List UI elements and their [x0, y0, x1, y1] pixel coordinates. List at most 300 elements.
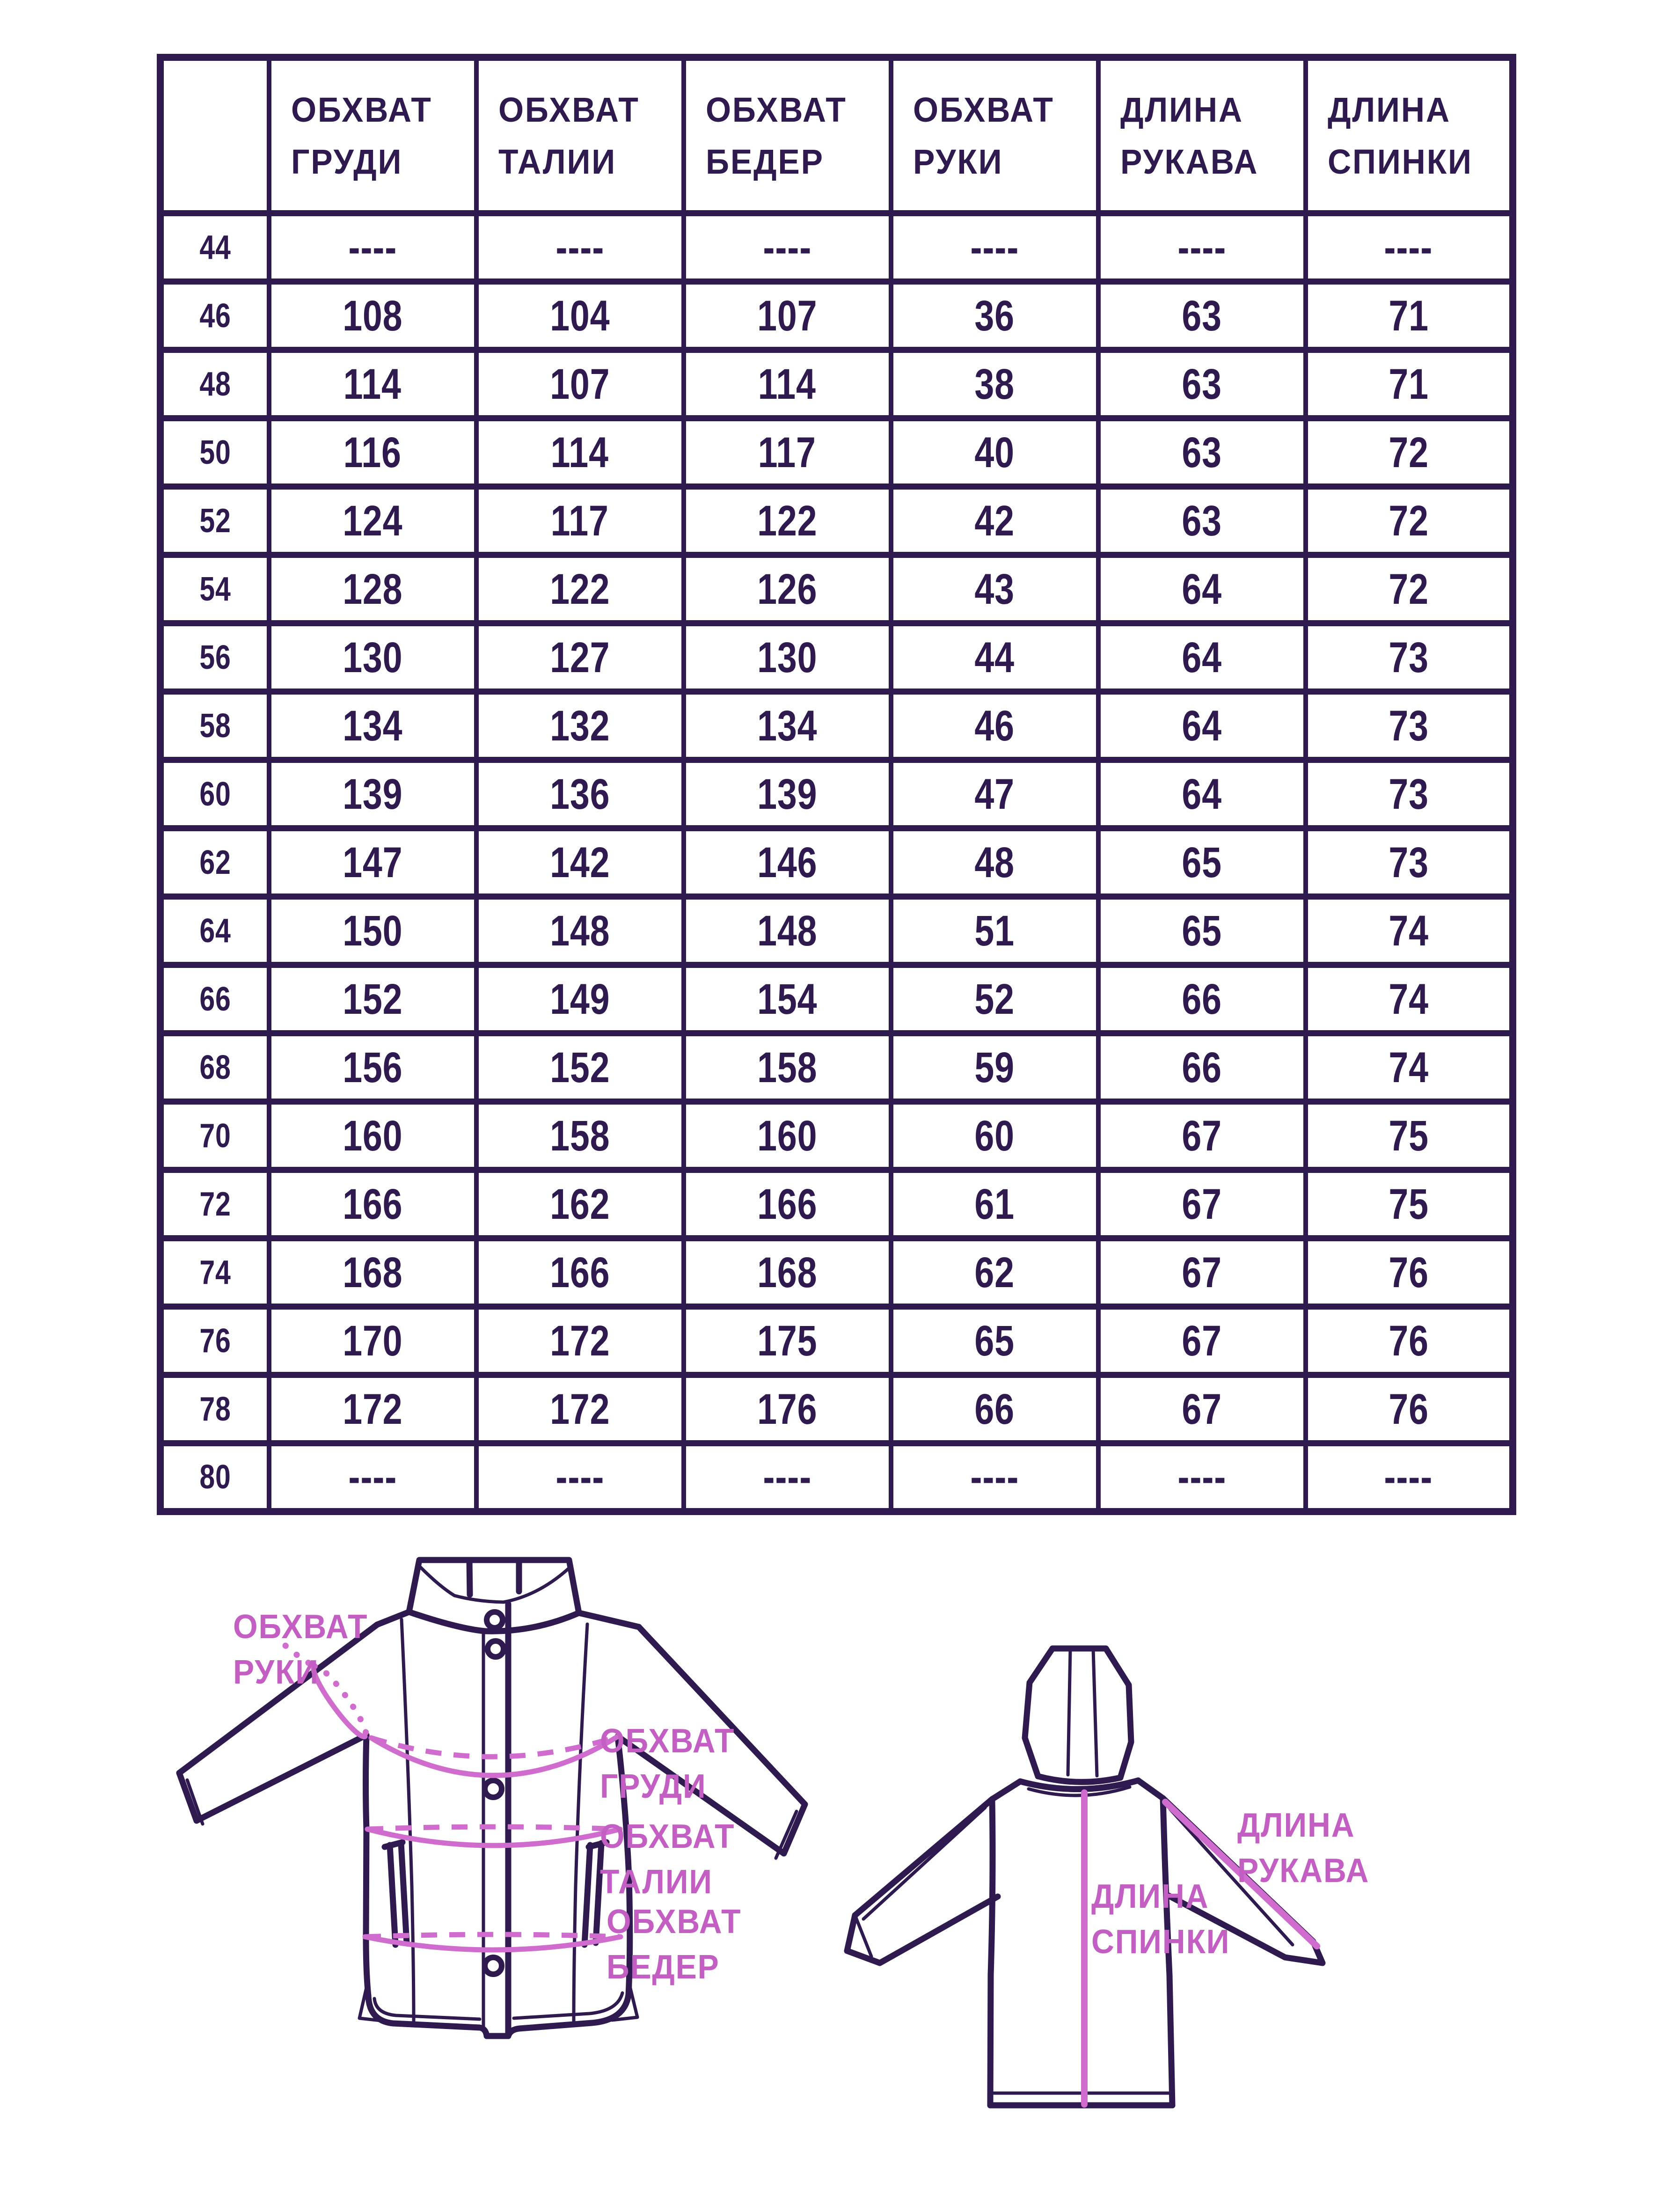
table-cell: [476, 1238, 684, 1307]
table-cell: [1098, 350, 1306, 418]
table-cell: [476, 555, 684, 623]
corner-cell: [161, 58, 269, 213]
table-cell: [476, 1443, 684, 1512]
row-size-label: [161, 1443, 269, 1512]
table-cell: [1306, 555, 1513, 623]
row-size-label: [161, 828, 269, 897]
table-cell: [476, 1033, 684, 1102]
cell-value: 168: [342, 1248, 403, 1296]
col-header-chest: [269, 58, 476, 213]
table-cell: [476, 1375, 684, 1443]
table-cell: [1306, 623, 1513, 692]
cell-value: 139: [757, 770, 818, 818]
row-size-label: [161, 692, 269, 760]
cell-value: 74: [1388, 907, 1429, 955]
cell-value: 170: [342, 1317, 403, 1365]
cell-value: 51: [974, 907, 1015, 955]
table-cell: [269, 555, 476, 623]
cell-value: 158: [757, 1043, 818, 1091]
collar-seams: [469, 1560, 519, 1595]
table-cell: [1098, 897, 1306, 965]
table-cell: [891, 965, 1098, 1033]
row-size-label: [161, 1102, 269, 1170]
cell-value: 172: [549, 1385, 610, 1433]
table-cell: [1306, 487, 1513, 555]
cell-value: 76: [1388, 1248, 1429, 1296]
cell-value: 126: [757, 565, 818, 613]
table-cell: [684, 1033, 891, 1102]
size-value: 54: [199, 570, 231, 608]
size-value: 74: [199, 1253, 231, 1291]
table-cell: [891, 418, 1098, 487]
table-cell: [1098, 1443, 1306, 1512]
table-cell: [1098, 1102, 1306, 1170]
size-value: 76: [199, 1322, 231, 1360]
col-header-line: РУКИ: [913, 142, 1003, 181]
cell-value: 67: [1182, 1180, 1222, 1228]
back-back-length-label: [1091, 1874, 1230, 1965]
cell-value: 65: [974, 1317, 1015, 1365]
cell-value: 62: [974, 1248, 1015, 1296]
table-cell: [891, 623, 1098, 692]
body-left-edge: [990, 1799, 993, 2105]
table-cell: [476, 623, 684, 692]
left-sleeve: [847, 1799, 998, 1963]
cell-value: 176: [757, 1385, 818, 1433]
cell-value: 146: [757, 838, 818, 886]
col-header-waist: [476, 58, 684, 213]
cell-value: 139: [342, 770, 403, 818]
table-row: [161, 1375, 1513, 1443]
cell-value: 142: [549, 838, 610, 886]
front-chest-label: [600, 1719, 735, 1809]
label-line: ДЛИНА: [1237, 1807, 1355, 1844]
cell-value: 108: [342, 292, 403, 340]
label-line: ДЛИНА: [1091, 1878, 1209, 1915]
header-row: [161, 58, 1513, 213]
table-cell: [269, 1443, 476, 1512]
cell-value: ----: [555, 1453, 604, 1501]
table-cell: [684, 623, 891, 692]
cell-value: 116: [343, 428, 402, 476]
table-cell: [1098, 555, 1306, 623]
cell-value: 61: [974, 1180, 1015, 1228]
table-cell: [1098, 418, 1306, 487]
cell-value: 72: [1388, 565, 1429, 613]
table-cell: [891, 487, 1098, 555]
table-row: [161, 418, 1513, 487]
table-cell: [1306, 1375, 1513, 1443]
table-cell: [1306, 692, 1513, 760]
cell-value: 172: [549, 1317, 610, 1365]
cell-value: 64: [1182, 702, 1222, 750]
table-cell: [269, 418, 476, 487]
table-cell: [269, 897, 476, 965]
size-value: 60: [199, 775, 231, 813]
col-header-line: СПИНКИ: [1327, 142, 1473, 181]
table-cell: [891, 692, 1098, 760]
cell-value: ----: [763, 223, 811, 271]
label-line: СПИНКИ: [1091, 1923, 1230, 1961]
size-value: 56: [199, 638, 231, 676]
row-size-label: [161, 350, 269, 418]
collar-outline: [409, 1560, 579, 1613]
table-cell: [1306, 965, 1513, 1033]
size-value: 72: [199, 1185, 231, 1223]
size-value: 48: [199, 365, 231, 403]
cell-value: 47: [974, 770, 1015, 818]
size-value: 50: [199, 433, 231, 471]
cell-value: 117: [758, 428, 817, 476]
table-row: [161, 692, 1513, 760]
table-cell: [1098, 487, 1306, 555]
cell-value: 48: [974, 838, 1015, 886]
table-cell: [891, 1170, 1098, 1238]
table-cell: [684, 1170, 891, 1238]
cell-value: 71: [1388, 292, 1429, 340]
table-cell: [269, 623, 476, 692]
button: [488, 1641, 504, 1657]
table-cell: [684, 760, 891, 828]
label-line: ГРУДИ: [600, 1768, 707, 1806]
cell-value: 64: [1182, 565, 1222, 613]
table-cell: [891, 213, 1098, 282]
cell-value: 60: [974, 1112, 1015, 1160]
cell-value: 114: [550, 428, 609, 476]
cell-value: 67: [1182, 1317, 1222, 1365]
cell-value: 134: [757, 702, 818, 750]
cell-value: ----: [1177, 223, 1226, 271]
table-row: [161, 623, 1513, 692]
back-sleeve-length-label: [1237, 1803, 1369, 1894]
table-cell: [476, 897, 684, 965]
table-cell: [1098, 623, 1306, 692]
cell-value: 114: [758, 360, 817, 408]
row-size-label: [161, 1170, 269, 1238]
cell-value: 72: [1388, 497, 1429, 545]
label-line: РУКАВА: [1237, 1852, 1370, 1890]
waist-line-dashed: [367, 1827, 620, 1829]
cell-value: 59: [974, 1043, 1015, 1091]
col-header-line: ОБХВАТ: [498, 90, 640, 129]
size-table: [157, 54, 1516, 1515]
table-cell: [269, 692, 476, 760]
size-value: 62: [199, 843, 231, 881]
table-cell: [1306, 828, 1513, 897]
label-line: РУКИ: [233, 1654, 319, 1692]
table-cell: [1306, 1170, 1513, 1238]
cell-value: ----: [1384, 1453, 1433, 1501]
cell-value: 107: [757, 292, 818, 340]
table-cell: [269, 282, 476, 350]
collar-fold-line: [420, 1567, 568, 1602]
table-cell: [1306, 897, 1513, 965]
table-row: [161, 350, 1513, 418]
cell-value: ----: [763, 1453, 811, 1501]
col-header-hips: [684, 58, 891, 213]
cell-value: 74: [1388, 1043, 1429, 1091]
body-left-edge: [366, 1735, 369, 1996]
table-cell: [891, 1307, 1098, 1375]
cell-value: 73: [1388, 633, 1429, 681]
cell-value: ----: [348, 223, 397, 271]
row-size-label: [161, 213, 269, 282]
table-cell: [1306, 418, 1513, 487]
table-row: [161, 760, 1513, 828]
table-cell: [269, 1102, 476, 1170]
col-header-line: ДЛИНА: [1327, 90, 1451, 129]
cell-value: 148: [757, 907, 818, 955]
table-cell: [891, 828, 1098, 897]
left-sleeve-seams: [855, 1808, 985, 1956]
table-cell: [684, 1307, 891, 1375]
table-cell: [1098, 1033, 1306, 1102]
col-header-line: ОБХВАТ: [913, 90, 1054, 129]
table-row: [161, 828, 1513, 897]
table-row: [161, 487, 1513, 555]
label-line: БЕДЕР: [607, 1948, 720, 1986]
cell-value: 122: [757, 497, 818, 545]
cell-value: 134: [342, 702, 403, 750]
table-cell: [269, 1238, 476, 1307]
cell-value: 66: [974, 1385, 1015, 1433]
table-cell: [476, 1307, 684, 1375]
table-cell: [476, 487, 684, 555]
cell-value: ----: [1177, 1453, 1226, 1501]
table-row: [161, 1443, 1513, 1512]
table-cell: [684, 213, 891, 282]
cell-value: 130: [757, 633, 818, 681]
front-waist-label: [600, 1814, 735, 1905]
cell-value: 73: [1388, 702, 1429, 750]
size-value: 64: [199, 912, 231, 950]
size-table-body: [161, 213, 1513, 1512]
cell-value: 166: [342, 1180, 403, 1228]
size-value: 80: [199, 1458, 231, 1496]
right-princess-seam: [574, 1624, 587, 2021]
cell-value: 63: [1182, 428, 1222, 476]
cell-value: 130: [342, 633, 403, 681]
row-size-label: [161, 418, 269, 487]
table-cell: [1306, 282, 1513, 350]
table-cell: [891, 1102, 1098, 1170]
cell-value: 148: [549, 907, 610, 955]
table-cell: [476, 418, 684, 487]
size-table-header: [161, 58, 1513, 213]
size-value: 68: [199, 1048, 231, 1086]
size-value: 70: [199, 1117, 231, 1155]
cell-value: 149: [549, 975, 610, 1023]
table-cell: [476, 965, 684, 1033]
col-header-line: ОБХВАТ: [705, 90, 847, 129]
cell-value: 74: [1388, 975, 1429, 1023]
cell-value: 132: [549, 702, 610, 750]
cell-value: 67: [1182, 1248, 1222, 1296]
cell-value: 152: [342, 975, 403, 1023]
cell-value: 136: [549, 770, 610, 818]
size-value: 66: [199, 980, 231, 1018]
table-row: [161, 1033, 1513, 1102]
table-cell: [1098, 1375, 1306, 1443]
cell-value: 63: [1182, 360, 1222, 408]
table-cell: [476, 1102, 684, 1170]
cell-value: ----: [1384, 223, 1433, 271]
cell-value: ----: [970, 223, 1019, 271]
table-cell: [1098, 282, 1306, 350]
table-cell: [1098, 965, 1306, 1033]
table-cell: [1098, 828, 1306, 897]
cell-value: 158: [549, 1112, 610, 1160]
row-size-label: [161, 555, 269, 623]
row-size-label: [161, 1238, 269, 1307]
table-cell: [684, 828, 891, 897]
table-row: [161, 1102, 1513, 1170]
cell-value: 43: [974, 565, 1015, 613]
table-cell: [476, 1170, 684, 1238]
table-cell: [891, 1443, 1098, 1512]
table-cell: [891, 1238, 1098, 1307]
table-cell: [684, 350, 891, 418]
table-cell: [891, 555, 1098, 623]
cell-value: 114: [343, 360, 402, 408]
button: [487, 1612, 503, 1628]
cell-value: 36: [974, 292, 1015, 340]
label-line: ОБХВАТ: [607, 1903, 742, 1941]
table-cell: [476, 760, 684, 828]
table-cell: [891, 350, 1098, 418]
table-cell: [684, 555, 891, 623]
cell-value: 65: [1182, 907, 1222, 955]
size-value: 44: [199, 228, 231, 266]
table-cell: [684, 965, 891, 1033]
cell-value: 128: [342, 565, 403, 613]
cell-value: 166: [549, 1248, 610, 1296]
table-cell: [684, 1238, 891, 1307]
front-arm-label: [233, 1604, 368, 1695]
cell-value: 162: [549, 1180, 610, 1228]
label-line: ТАЛИИ: [600, 1863, 713, 1901]
row-size-label: [161, 1375, 269, 1443]
table-row: [161, 897, 1513, 965]
table-cell: [1306, 1102, 1513, 1170]
cell-value: 76: [1388, 1385, 1429, 1433]
left-princess-seam: [402, 1619, 414, 2021]
table-cell: [1306, 1307, 1513, 1375]
button: [485, 1957, 502, 1974]
table-cell: [1098, 213, 1306, 282]
table-row: [161, 965, 1513, 1033]
cell-value: 67: [1182, 1385, 1222, 1433]
table-cell: [269, 1375, 476, 1443]
table-cell: [269, 1170, 476, 1238]
cell-value: 75: [1388, 1112, 1429, 1160]
cell-value: 44: [974, 633, 1015, 681]
cell-value: 66: [1182, 1043, 1222, 1091]
label-line: ОБХВАТ: [600, 1722, 735, 1760]
cell-value: 117: [550, 497, 609, 545]
hood-bottom: [1038, 1776, 1120, 1782]
cell-value: 166: [757, 1180, 818, 1228]
cell-value: 127: [549, 633, 610, 681]
cell-value: 42: [974, 497, 1015, 545]
col-header-line: ТАЛИИ: [498, 142, 616, 181]
cell-value: 104: [549, 292, 610, 340]
table-cell: [476, 282, 684, 350]
col-header-line: ГРУДИ: [291, 142, 402, 181]
row-size-label: [161, 897, 269, 965]
table-cell: [684, 1102, 891, 1170]
cell-value: 52: [974, 975, 1015, 1023]
cell-value: 154: [757, 975, 818, 1023]
label-line: ОБХВАТ: [600, 1818, 735, 1855]
cell-value: 66: [1182, 975, 1222, 1023]
cell-value: 71: [1388, 360, 1429, 408]
col-header-sleeve-length: [1098, 58, 1306, 213]
table-cell: [476, 350, 684, 418]
table-row: [161, 555, 1513, 623]
cell-value: 107: [549, 360, 610, 408]
table-cell: [684, 692, 891, 760]
row-size-label: [161, 282, 269, 350]
cell-value: 65: [1182, 838, 1222, 886]
col-header-line: РУКАВА: [1120, 142, 1258, 181]
table-row: [161, 282, 1513, 350]
cell-value: 72: [1388, 428, 1429, 476]
table-cell: [891, 1033, 1098, 1102]
button: [485, 1780, 502, 1797]
col-header-back-length: [1306, 58, 1513, 213]
label-line: ОБХВАТ: [233, 1608, 368, 1646]
cell-value: 122: [549, 565, 610, 613]
table-cell: [684, 1375, 891, 1443]
table-cell: [269, 487, 476, 555]
table-cell: [269, 1033, 476, 1102]
table-cell: [684, 897, 891, 965]
table-cell: [1306, 1443, 1513, 1512]
table-cell: [1306, 213, 1513, 282]
cell-value: ----: [348, 1453, 397, 1501]
left-pocket: [385, 1842, 407, 1945]
cell-value: 63: [1182, 292, 1222, 340]
cell-value: 73: [1388, 838, 1429, 886]
cell-value: 75: [1388, 1180, 1429, 1228]
cell-value: 168: [757, 1248, 818, 1296]
table-cell: [1306, 350, 1513, 418]
cell-value: 160: [757, 1112, 818, 1160]
hood-outline: [1025, 1648, 1131, 1778]
cell-value: 147: [342, 838, 403, 886]
table-row: [161, 1238, 1513, 1307]
row-size-label: [161, 965, 269, 1033]
table-cell: [684, 1443, 891, 1512]
cell-value: 63: [1182, 497, 1222, 545]
table-cell: [476, 828, 684, 897]
table-cell: [1098, 760, 1306, 828]
row-size-label: [161, 623, 269, 692]
size-value: 58: [199, 707, 231, 745]
table-cell: [1098, 692, 1306, 760]
table-cell: [891, 760, 1098, 828]
cell-value: 150: [342, 907, 403, 955]
table-cell: [1306, 1238, 1513, 1307]
row-size-label: [161, 1033, 269, 1102]
cell-value: 156: [342, 1043, 403, 1091]
front-hips-label: [607, 1899, 741, 1990]
hood-seams: [1068, 1649, 1097, 1776]
table-cell: [269, 828, 476, 897]
cell-value: 64: [1182, 770, 1222, 818]
cell-value: 172: [342, 1385, 403, 1433]
